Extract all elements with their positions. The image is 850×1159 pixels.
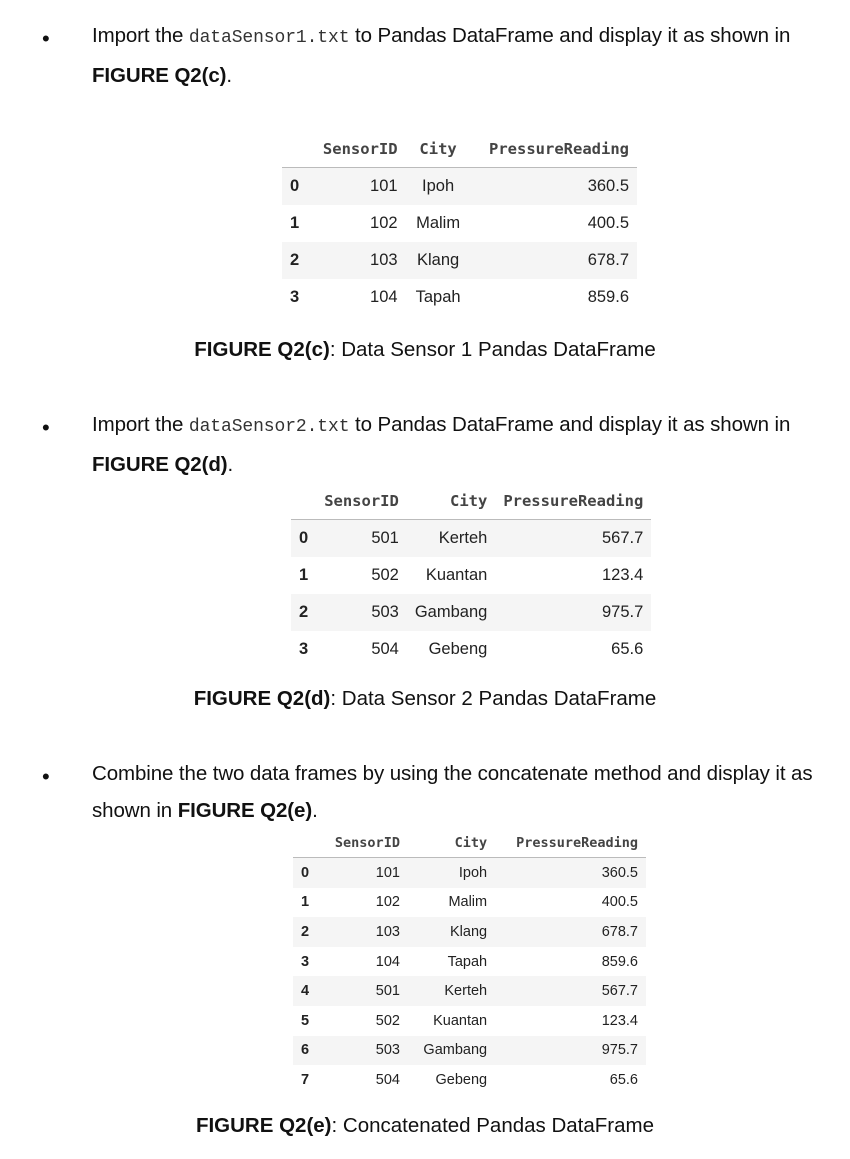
column-header: PressureReading: [495, 483, 651, 520]
figure-caption: [0, 338, 850, 362]
table-cell: 103: [309, 242, 406, 279]
table-cell: 502: [371, 566, 399, 584]
caption-text: : Data Sensor 1 Pandas DataFrame: [329, 338, 656, 361]
table-cell: 567.7: [495, 976, 646, 1006]
bullet-point: •: [42, 26, 50, 51]
table-cell: Klang: [406, 242, 471, 279]
row-index-cell: 7: [301, 1071, 310, 1088]
table-row: [291, 557, 651, 594]
text: Combine the two data frames by using the concatenate method and display it as shown in: [92, 762, 813, 822]
table-cell: Ipoh: [406, 168, 471, 206]
table-header-row: [291, 483, 651, 520]
column-header: PressureReading: [495, 828, 646, 858]
dataframe-table-sensor2: [291, 483, 651, 668]
table-cell: Kuantan: [425, 566, 488, 584]
table-cell: 503: [319, 1036, 408, 1066]
row-index-cell: 3: [301, 953, 310, 970]
table-row: [293, 917, 646, 947]
column-header: City: [407, 483, 495, 520]
caption-label: FIGURE Q2(e): [195, 1114, 332, 1137]
table-cell: 102: [375, 894, 400, 911]
row-index-cell: 4: [293, 976, 319, 1006]
table-cell: Gambang: [407, 594, 495, 631]
text: Import the: [92, 413, 189, 436]
text: to Pandas DataFrame and display it as shown in: [349, 413, 791, 436]
caption-label: FIGURE Q2(d): [193, 687, 331, 710]
table-row: [293, 1036, 646, 1066]
row-index-cell: 2: [282, 242, 309, 279]
row-index-cell: 2: [293, 917, 319, 947]
table-cell: Gebeng: [428, 640, 488, 658]
table-row: [291, 594, 651, 631]
table-cell: 104: [370, 288, 398, 306]
table-cell: 102: [370, 214, 398, 232]
table-cell: 123.4: [601, 1012, 638, 1029]
column-header: SensorID: [316, 483, 407, 520]
table-cell: 65.6: [609, 1071, 638, 1088]
table-cell: 503: [316, 594, 407, 631]
table-row: [282, 168, 637, 206]
table-cell: 103: [319, 917, 408, 947]
table-row: [282, 242, 637, 279]
table-cell: Kuantan: [433, 1012, 488, 1029]
table-cell: Ipoh: [408, 858, 495, 888]
bullet-point: •: [42, 415, 50, 440]
table-header-row: [293, 828, 646, 858]
row-index-cell: 1: [290, 214, 300, 232]
text: .: [312, 799, 318, 822]
index-header: [291, 483, 316, 520]
table-cell: 104: [375, 953, 400, 970]
table-row: [293, 1065, 646, 1095]
table-row: [282, 205, 637, 242]
table-cell: 501: [319, 976, 408, 1006]
table-header-row: [282, 131, 637, 168]
table-row: [293, 858, 646, 888]
filename-code: dataSensor1.txt: [188, 28, 350, 48]
table-cell: Tapah: [447, 953, 488, 970]
row-index-cell: 5: [301, 1012, 310, 1029]
figure-reference: FIGURE Q2(d): [92, 453, 228, 476]
table-cell: Malim: [448, 894, 488, 911]
table-cell: 101: [309, 168, 406, 206]
table-cell: 101: [319, 858, 408, 888]
table-cell: 859.6: [587, 288, 629, 306]
row-index-cell: 0: [293, 858, 319, 888]
figure-caption: [0, 1114, 850, 1138]
dataframe-table-concatenated: [293, 828, 646, 1095]
row-index-cell: 0: [282, 168, 309, 206]
table-cell: 678.7: [471, 242, 637, 279]
table-cell: 859.6: [601, 953, 638, 970]
table-cell: 123.4: [602, 566, 644, 584]
table-cell: 501: [316, 520, 407, 558]
row-index-cell: 6: [293, 1036, 319, 1066]
row-index-cell: 1: [299, 566, 309, 584]
index-header: [293, 828, 319, 858]
text: .: [226, 64, 232, 87]
row-index-cell: 0: [291, 520, 316, 558]
text: to Pandas DataFrame and display it as shown in: [349, 24, 791, 47]
table-cell: 975.7: [495, 1036, 646, 1066]
table-cell: Klang: [408, 917, 495, 947]
table-cell: 504: [371, 640, 399, 658]
bullet-point: •: [42, 764, 50, 789]
instruction-paragraph: [92, 755, 832, 829]
table-cell: Malim: [416, 214, 461, 232]
table-cell: 400.5: [587, 214, 629, 232]
text: Import the: [92, 24, 189, 47]
table-cell: 678.7: [495, 917, 646, 947]
row-index-cell: 3: [290, 288, 300, 306]
dataframe-table-sensor1: [282, 131, 637, 316]
figure-caption: [0, 687, 850, 711]
text: .: [227, 453, 234, 476]
instruction-paragraph: [92, 17, 832, 94]
table-cell: 502: [375, 1012, 400, 1029]
table-row: [293, 888, 646, 918]
caption-label: FIGURE Q2(c): [194, 338, 330, 361]
table-row: [293, 947, 646, 977]
table-cell: Tapah: [415, 288, 461, 306]
table-cell: 360.5: [471, 168, 637, 206]
table-cell: Kerteh: [407, 520, 495, 558]
figure-reference: FIGURE Q2(c): [92, 64, 227, 87]
caption-text: : Concatenated Pandas DataFrame: [331, 1114, 655, 1137]
column-header: City: [406, 131, 471, 168]
table-cell: 975.7: [495, 594, 651, 631]
table-row: [293, 976, 646, 1006]
index-header: [282, 131, 309, 168]
filename-code: dataSensor2.txt: [188, 417, 350, 437]
table-row: [282, 279, 637, 316]
column-header: SensorID: [319, 828, 408, 858]
table-row: [291, 631, 651, 668]
column-header: PressureReading: [471, 131, 637, 168]
table-cell: 360.5: [495, 858, 646, 888]
table-cell: 504: [375, 1071, 400, 1088]
table-cell: 567.7: [495, 520, 651, 558]
column-header: City: [408, 828, 495, 858]
table-cell: 400.5: [601, 894, 638, 911]
table-cell: Gambang: [408, 1036, 495, 1066]
row-index-cell: 1: [301, 894, 310, 911]
row-index-cell: 3: [299, 640, 309, 658]
table-cell: Kerteh: [408, 976, 495, 1006]
row-index-cell: 2: [291, 594, 316, 631]
table-row: [291, 520, 651, 558]
instruction-paragraph: [92, 406, 832, 483]
figure-reference: FIGURE Q2(e): [177, 799, 313, 822]
column-header: SensorID: [309, 131, 406, 168]
table-cell: 65.6: [611, 640, 644, 658]
caption-text: : Data Sensor 2 Pandas DataFrame: [330, 687, 657, 710]
table-cell: Gebeng: [435, 1071, 488, 1088]
table-row: [293, 1006, 646, 1036]
